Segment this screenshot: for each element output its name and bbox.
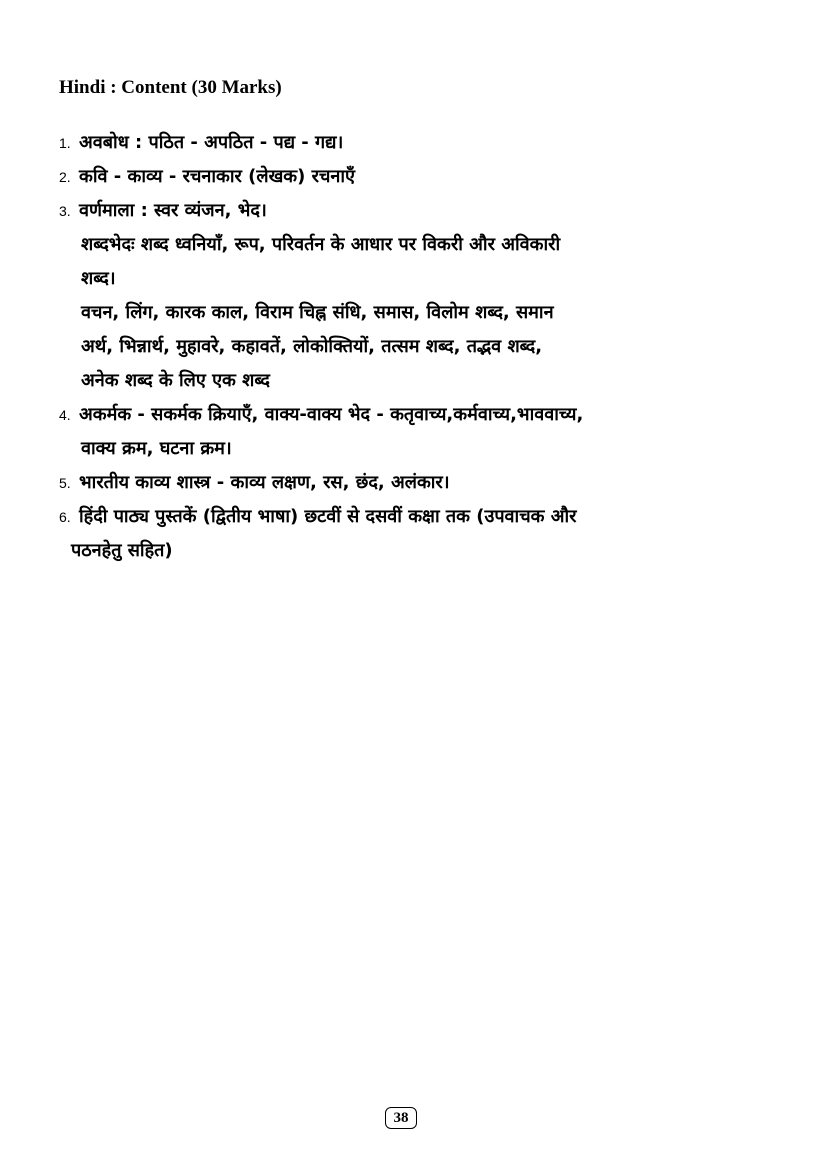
page-number: 38	[385, 1107, 417, 1129]
list-item-text: हिंदी पाठ्य पुस्तकें (द्वितीय भाषा) छटवीं से दसवीं कक्षा तक (उपवाचक और	[79, 506, 577, 527]
list-item-4	[59, 398, 583, 432]
list-item-number: 3.	[59, 203, 71, 219]
list-item-text: वर्णमाला : स्वर व्यंजन, भेद।	[79, 200, 267, 221]
list-item-3-line: अनेक शब्द के लिए एक शब्द	[81, 370, 270, 391]
list-item-text: अवबोध : पठित - अपठित - पद्य - गद्य।	[79, 132, 344, 153]
list-item-text: कवि - काव्य - रचनाकार (लेखक) रचनाएँ	[79, 166, 356, 187]
list-item-number: 2.	[59, 169, 71, 185]
page-heading: Hindi : Content (30 Marks)	[59, 77, 282, 98]
list-item-3-line: अर्थ, भिन्नार्थ, मुहावरे, कहावतें, लोकोक्तियों, तत्सम शब्द, तद्भव शब्द,	[81, 336, 543, 357]
list-item-6	[59, 500, 577, 534]
list-item-text: भारतीय काव्य शास्त्र - काव्य लक्षण, रस, छंद, अलंकार।	[79, 472, 450, 493]
list-item-2	[59, 160, 355, 194]
list-item-4-line: वाक्य क्रम, घटना क्रम।	[81, 438, 232, 459]
list-item-3	[59, 194, 267, 228]
list-item-3-line: शब्द।	[81, 268, 116, 289]
list-item-6-line: पठनहेतु सहित)	[71, 540, 173, 561]
list-item-text: अकर्मक - सकर्मक क्रियाएँ, वाक्य-वाक्य भेद - कतृवाच्य,कर्मवाच्य,भाववाच्य,	[79, 404, 584, 425]
list-item-1	[59, 126, 343, 160]
list-item-number: 4.	[59, 407, 71, 423]
list-item-number: 1.	[59, 135, 71, 151]
list-item-3-line: वचन, लिंग, कारक काल, विराम चिह्न संधि, समास, विलोम शब्द, समान	[81, 302, 554, 323]
list-item-number: 5.	[59, 475, 71, 491]
list-item-number: 6.	[59, 509, 71, 525]
list-item-3-line: शब्दभेदः शब्द ध्वनियाँ, रूप, परिवर्तन के आधार पर विकरी और अविकारी	[81, 234, 561, 255]
list-item-5	[59, 466, 450, 500]
